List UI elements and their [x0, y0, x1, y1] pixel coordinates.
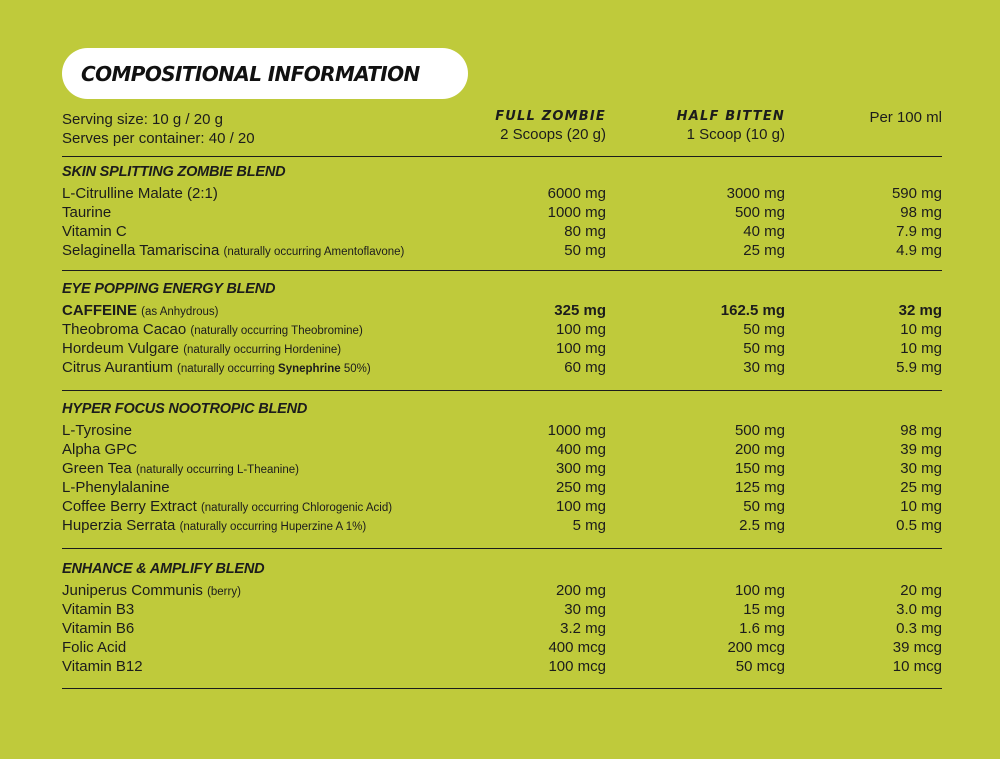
table-row — [62, 203, 942, 222]
page-title: COMPOSITIONAL INFORMATION — [81, 61, 420, 86]
note-text: (naturally occurring Amentoflavone) — [223, 246, 405, 258]
column-per-100ml — [869, 108, 942, 127]
table-row — [62, 478, 942, 497]
table-row — [62, 459, 942, 478]
value-per100: 32 mg — [898, 302, 942, 319]
blend-section — [62, 560, 942, 676]
ingredient-note — [207, 586, 241, 598]
note-text-end: 50%) — [340, 363, 371, 375]
value-per100: 10 mg — [900, 321, 942, 338]
table-row — [62, 619, 942, 638]
value-half: 40 mg — [743, 223, 785, 240]
table-row — [62, 638, 942, 657]
value-per100: 98 mg — [900, 204, 942, 221]
ingredient-name — [62, 440, 137, 459]
ingredient-name — [62, 203, 111, 222]
column-sub: 2 Scoops (20 g) — [500, 126, 606, 143]
table-row — [62, 184, 942, 203]
value-half: 1.6 mg — [739, 620, 785, 637]
ingredient-note — [136, 464, 299, 476]
value-half: 100 mg — [734, 582, 785, 599]
value-per100: 10 mcg — [892, 658, 942, 675]
value-full: 50 mg — [564, 242, 606, 259]
ingredient-name — [62, 600, 134, 619]
table-row — [62, 497, 942, 516]
ingredient-name — [62, 184, 218, 203]
ingredient-name — [62, 581, 241, 602]
column-half-bitten — [677, 108, 785, 144]
divider-line — [62, 156, 942, 157]
value-half: 125 mg — [734, 479, 785, 496]
table-row — [62, 301, 942, 320]
value-full: 100 mg — [555, 498, 606, 515]
ingredient-label: Vitamin B12 — [62, 658, 143, 675]
ingredient-label: Green Tea — [62, 460, 132, 477]
ingredient-label: Folic Acid — [62, 639, 127, 656]
blend-section — [62, 400, 942, 535]
value-full: 325 mg — [554, 302, 606, 319]
value-per100: 20 mg — [900, 582, 942, 599]
ingredient-name — [62, 320, 363, 341]
value-per100: 590 mg — [891, 185, 942, 202]
table-row — [62, 581, 942, 600]
ingredient-note — [183, 344, 341, 356]
column-name: HALF BITTEN — [676, 109, 785, 124]
ingredient-name — [62, 657, 143, 676]
ingredient-name — [62, 222, 127, 241]
ingredient-label: Huperzia Serrata — [62, 517, 176, 534]
note-text: (as Anhydrous) — [141, 306, 219, 318]
note-text: (naturally occurring Theobromine) — [190, 325, 363, 337]
note-text: (naturally occurring Hordenine) — [183, 344, 342, 356]
serving-size: Serving size: 10 g / 20 g — [62, 111, 223, 128]
ingredient-name — [62, 638, 126, 657]
ingredient-label: Hordeum Vulgare — [62, 340, 180, 357]
column-sub: Per 100 ml — [869, 109, 942, 126]
ingredient-label: L-Tyrosine — [62, 422, 133, 439]
value-per100: 39 mcg — [892, 639, 942, 656]
ingredient-name — [62, 358, 371, 379]
value-full: 80 mg — [564, 223, 606, 240]
divider-line — [62, 548, 942, 549]
value-half: 162.5 mg — [720, 302, 785, 319]
column-full-zombie — [495, 108, 606, 144]
ingredient-label: Alpha GPC — [62, 441, 138, 458]
note-text: (naturally occurring L-Theanine) — [135, 464, 299, 476]
value-full: 30 mg — [564, 601, 606, 618]
ingredient-name — [62, 241, 404, 262]
value-per100: 0.5 mg — [896, 517, 942, 534]
value-per100: 7.9 mg — [896, 223, 942, 240]
value-per100: 0.3 mg — [896, 620, 942, 637]
ingredient-note — [180, 521, 367, 533]
value-half: 50 mg — [743, 340, 785, 357]
note-text: (berry) — [207, 586, 241, 598]
value-full: 1000 mg — [547, 204, 606, 221]
column-sub: 1 Scoop (10 g) — [686, 126, 785, 143]
serves-per-container: Serves per container: 40 / 20 — [62, 130, 255, 147]
divider-line — [62, 270, 942, 271]
table-row — [62, 600, 942, 619]
serving-info — [62, 110, 255, 148]
ingredient-label: Vitamin B6 — [62, 620, 135, 637]
note-text: (naturally occurring Chlorogenic Acid) — [200, 502, 393, 514]
ingredient-label: Coffee Berry Extract — [62, 498, 197, 515]
value-full: 300 mg — [555, 460, 606, 477]
ingredient-label: Vitamin C — [62, 223, 127, 240]
value-per100: 10 mg — [900, 498, 942, 515]
value-per100: 10 mg — [900, 340, 942, 357]
ingredient-name — [62, 421, 132, 440]
value-per100: 39 mg — [900, 441, 942, 458]
title-banner — [62, 48, 468, 99]
table-row — [62, 421, 942, 440]
value-per100: 30 mg — [900, 460, 942, 477]
table-row — [62, 516, 942, 535]
value-full: 3.2 mg — [560, 620, 606, 637]
note-text: (naturally occurring Huperzine A 1%) — [179, 521, 367, 533]
note-text: (naturally occurring — [177, 363, 279, 375]
value-half: 150 mg — [734, 460, 785, 477]
table-row — [62, 440, 942, 459]
value-full: 100 mg — [555, 340, 606, 357]
column-name: FULL ZOMBIE — [495, 109, 606, 124]
value-full: 400 mg — [555, 441, 606, 458]
value-per100: 3.0 mg — [896, 601, 942, 618]
table-row — [62, 320, 942, 339]
value-per100: 25 mg — [900, 479, 942, 496]
note-emphasis: Synephrine — [278, 363, 341, 375]
table-row — [62, 358, 942, 377]
ingredient-label: Taurine — [62, 204, 112, 221]
value-half: 50 mcg — [735, 658, 785, 675]
ingredient-note — [201, 502, 392, 514]
value-full: 100 mcg — [548, 658, 606, 675]
blend-section — [62, 280, 942, 377]
value-full: 5 mg — [572, 517, 606, 534]
value-full: 200 mg — [555, 582, 606, 599]
table-header — [62, 106, 942, 156]
table-row — [62, 339, 942, 358]
value-per100: 98 mg — [900, 422, 942, 439]
ingredient-name — [62, 516, 366, 537]
divider-line — [62, 390, 942, 391]
blend-section — [62, 163, 942, 260]
section-title: EYE POPPING ENERGY BLEND — [62, 281, 276, 297]
ingredient-name — [62, 339, 341, 360]
value-half: 3000 mg — [726, 185, 785, 202]
value-per100: 5.9 mg — [896, 359, 942, 376]
ingredient-note — [190, 325, 362, 337]
ingredient-name — [62, 301, 219, 322]
value-half: 500 mg — [734, 204, 785, 221]
ingredient-label: Theobroma Cacao — [62, 321, 187, 338]
value-full: 250 mg — [555, 479, 606, 496]
table-row — [62, 657, 942, 676]
value-full: 1000 mg — [547, 422, 606, 439]
section-title: ENHANCE & AMPLIFY BLEND — [62, 561, 265, 577]
value-half: 200 mg — [734, 441, 785, 458]
divider-line — [62, 688, 942, 689]
value-full: 100 mg — [555, 321, 606, 338]
ingredient-label: Selaginella Tamariscina — [62, 242, 220, 259]
ingredient-label: Vitamin B3 — [62, 601, 135, 618]
ingredient-label: L-Phenylalanine — [62, 479, 170, 496]
table-row — [62, 241, 942, 260]
value-full: 400 mcg — [548, 639, 606, 656]
ingredient-label: Citrus Aurantium — [62, 359, 173, 376]
value-half: 30 mg — [743, 359, 785, 376]
ingredient-label: CAFFEINE — [62, 302, 137, 319]
value-half: 15 mg — [743, 601, 785, 618]
value-full: 6000 mg — [547, 185, 606, 202]
section-title: SKIN SPLITTING ZOMBIE BLEND — [62, 164, 286, 180]
value-full: 60 mg — [564, 359, 606, 376]
ingredient-name — [62, 619, 134, 638]
ingredient-name — [62, 497, 392, 518]
value-half: 50 mg — [743, 498, 785, 515]
value-half: 50 mg — [743, 321, 785, 338]
ingredient-name — [62, 459, 299, 480]
table-row — [62, 222, 942, 241]
value-half: 200 mcg — [727, 639, 785, 656]
ingredient-note — [177, 363, 371, 375]
value-per100: 4.9 mg — [896, 242, 942, 259]
ingredient-label: L-Citrulline Malate (2:1) — [62, 185, 218, 202]
ingredient-note — [223, 246, 404, 258]
section-title: HYPER FOCUS NOOTROPIC BLEND — [62, 401, 308, 417]
ingredient-name — [62, 478, 170, 497]
value-half: 2.5 mg — [739, 517, 785, 534]
value-half: 25 mg — [743, 242, 785, 259]
ingredient-note — [141, 306, 218, 318]
value-half: 500 mg — [734, 422, 785, 439]
ingredient-label: Juniperus Communis — [62, 582, 203, 599]
